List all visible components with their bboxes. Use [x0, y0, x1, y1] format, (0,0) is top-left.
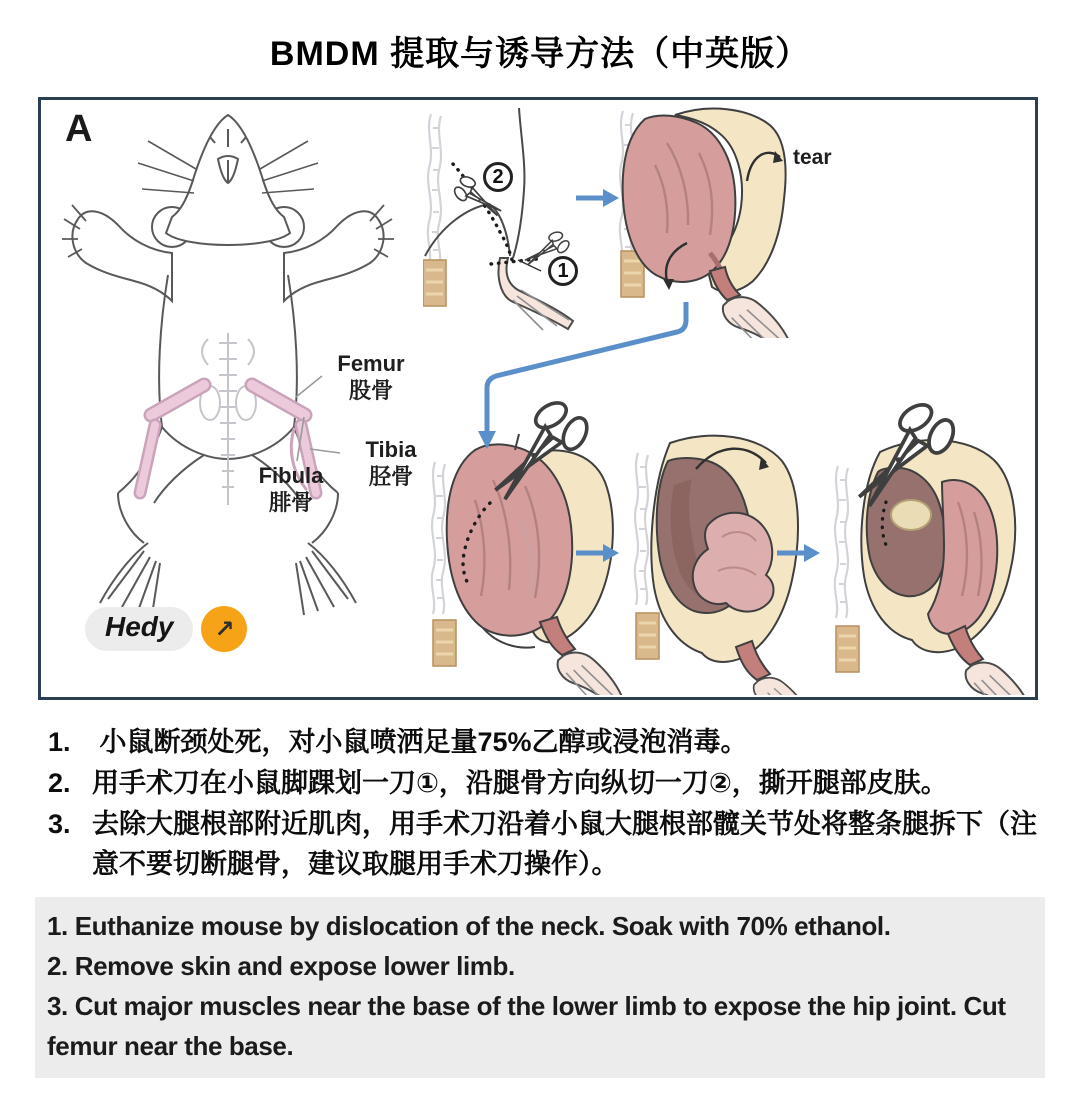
chinese-instructions: [48, 722, 1048, 885]
fibula-label-zh: 腓骨: [268, 490, 313, 515]
en-instruction-1: 1. Euthanize mouse by dislocation of the neck. Soak with 70% ethanol.: [47, 911, 891, 941]
zh-instruction-1-text: 小鼠断颈处死，对小鼠喷洒足量75%乙醇或浸泡消毒。: [92, 727, 748, 757]
hedy-brand: Hedy: [85, 607, 193, 651]
zh-instruction-2: [48, 763, 1048, 803]
panel-label-a: A: [65, 108, 93, 150]
zh-instruction-2-number: 2.: [48, 768, 71, 798]
zh-instruction-3-text: 去除大腿根部附近肌肉，用手术刀沿着小鼠大腿根部髋关节处将整条腿拆下（注意不要切断腿骨，建议取腿用手术刀操作）。: [92, 809, 1037, 879]
zh-instruction-2-text: 用手术刀在小鼠脚踝划一刀①，沿腿骨方向纵切一刀②，撕开腿部皮肤。: [92, 768, 948, 798]
flow-connector: [487, 302, 686, 431]
fibula-label-en: Fibula: [258, 463, 324, 488]
english-instructions-box: [35, 897, 1045, 1078]
flow-arrows-overlay: [41, 100, 1035, 697]
zh-instruction-3: [48, 804, 1048, 884]
en-instruction-3: 3. Cut major muscles near the base of the lower limb to expose the hip joint. Cut femur near the base.: [47, 991, 1006, 1061]
page-title: BMDM 提取与诱导方法（中英版）: [269, 35, 811, 73]
zh-instruction-1: [48, 722, 1048, 762]
cut-marker-2: 2: [483, 162, 513, 192]
femur-label-zh: 股骨: [348, 378, 393, 403]
tear-label: tear: [793, 146, 832, 169]
zh-instruction-3-number: 3.: [48, 809, 71, 839]
en-instruction-2: 2. Remove skin and expose lower limb.: [47, 951, 515, 981]
femur-label-en: Femur: [337, 351, 405, 376]
cut-marker-1: 1: [548, 256, 578, 286]
tibia-label-zh: 胫骨: [368, 464, 413, 489]
figure-panel-a: [38, 97, 1038, 700]
tibia-label-en: Tibia: [365, 437, 417, 462]
hedy-arrow-icon: ↗: [201, 606, 247, 652]
zh-instruction-1-number: 1.: [48, 727, 71, 757]
